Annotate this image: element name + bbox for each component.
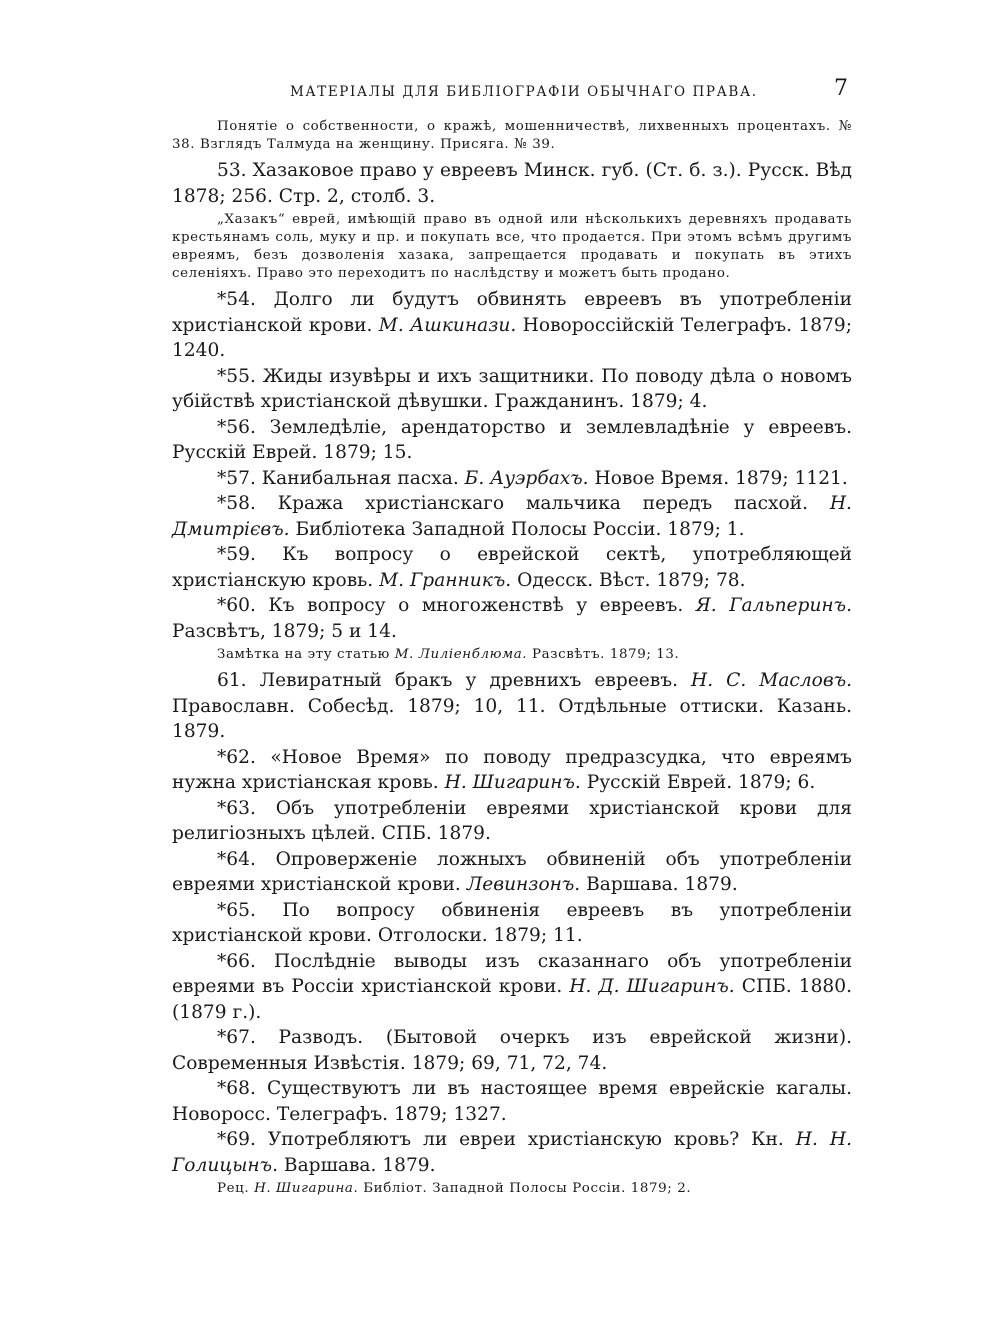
entry-53: 53. Хазаковое право у евреевъ Минск. губ. (Ст. б. з.). Русск. Вѣд 1878; 256. Стр. 2, столб. 3. <box>172 160 852 207</box>
note-53: „Хазакъ“ еврей, имѣющій право въ одной или нѣсколькихъ деревняхъ продавать крестьянамъ соль, муку и пр. и покупать все, что продается. При этомъ всѣмъ другимъ евреямъ, безъ дозволенія хазака, запрещается продавать и покупать въ этихъ селеніяхъ. Право это переходитъ по наслѣдству и можетъ быть продано. <box>172 212 852 281</box>
running-head <box>172 76 852 104</box>
entry-61: 61. Левиратный бракъ у древнихъ евреевъ. Н. С. Масловъ. Православн. Собесѣд. 1879; 10, 11. Отдѣльные оттиски. Казань. 1879. <box>172 670 853 742</box>
entry-57: *57. Канибальная пасха. Б. Ауэрбахъ. Новое Время. 1879; 1121. <box>217 467 848 489</box>
entry-59: *59. Къ вопросу о еврейской сектѣ, употребляющей христіанскую кровь. М. Гранникъ. Одесск. Вѣст. 1879; 78. <box>172 544 852 591</box>
entries <box>172 158 852 1198</box>
entry-55: *55. Жиды изувѣры и ихъ защитники. По поводу дѣла о новомъ убійствѣ христіанской дѣвушки. Гражданинъ. 1879; 4. <box>172 365 852 412</box>
entry-58: *58. Кража христіанскаго мальчика передъ пасхой. Н. Дмитрієвъ. Библіотека Западной Полосы Россіи. 1879; 1. <box>172 493 852 540</box>
entry-62: *62. «Новое Время» по поводу предразсудка, что евреямъ нужна христіанская кровь. Н. Шигаринъ. Русскій Еврей. 1879; 6. <box>172 746 852 793</box>
entry-60: *60. Къ вопросу о многоженствѣ у евреевъ. Я. Гальперинъ. Разсвѣтъ, 1879; 5 и 14. <box>172 595 852 642</box>
page <box>172 76 852 1202</box>
note-60: Замѣтка на эту статью М. Лиліенблюма. Разсвѣтъ. 1879; 13. <box>217 647 680 662</box>
entry-67: *67. Разводъ. (Бытовой очеркъ изъ еврейской жизни). Современныя Извѣстія. 1879; 69, 71, 72, 74. <box>172 1027 852 1074</box>
entry-56: *56. Земледѣліе, арендаторство и землевладѣніе у евреевъ. Русскій Еврей. 1879; 15. <box>172 416 852 463</box>
page-number: 7 <box>834 76 848 101</box>
note-69: Рец. Н. Шигарина. Библіот. Западной Полосы Россіи. 1879; 2. <box>217 1181 692 1196</box>
entry-68: *68. Существуютъ ли въ настоящее время еврейскіе кагалы. Новоросс. Телеграфъ. 1879; 1327. <box>172 1078 852 1125</box>
entry-64: *64. Опроверженіе ложныхъ обвиненій объ употребленіи евреями христіанской крови. Левинзонъ. Варшава. 1879. <box>172 848 852 895</box>
entry-63: *63. Объ употребленіи евреями христіанской крови для религіозныхъ цѣлей. СПБ. 1879. <box>172 797 852 844</box>
top-note: Понятіе о собственности, о кражѣ, мошенничествѣ, лихвенныхъ процентахъ. № 38. Взглядъ Талмуда на женщину. Присяга. № 39. <box>172 119 852 152</box>
entry-69: *69. Употребляютъ ли евреи христіанскую кровь? Кн. Н. Н. Голицынъ. Варшава. 1879. <box>172 1129 852 1176</box>
entry-66: *66. Послѣдніе выводы изъ сказаннаго объ употребленіи евреями въ Россіи христіанской крови. Н. Д. Шигаринъ. СПБ. 1880. (1879 г.). <box>172 950 852 1023</box>
running-title: МАТЕРІАЛЫ ДЛЯ БИБЛІОГРАФІИ ОБЫЧНАГО ПРАВА. <box>290 84 758 100</box>
entry-65: *65. По вопросу обвиненія евреевъ въ употребленіи христіанской крови. Отголоски. 1879; 11. <box>172 899 852 946</box>
entry-54: *54. Долго ли будутъ обвинять евреевъ въ употребленіи христіанской крови. М. Ашкинази. Новороссійскій Телеграфъ. 1879; 1240. <box>172 289 852 361</box>
